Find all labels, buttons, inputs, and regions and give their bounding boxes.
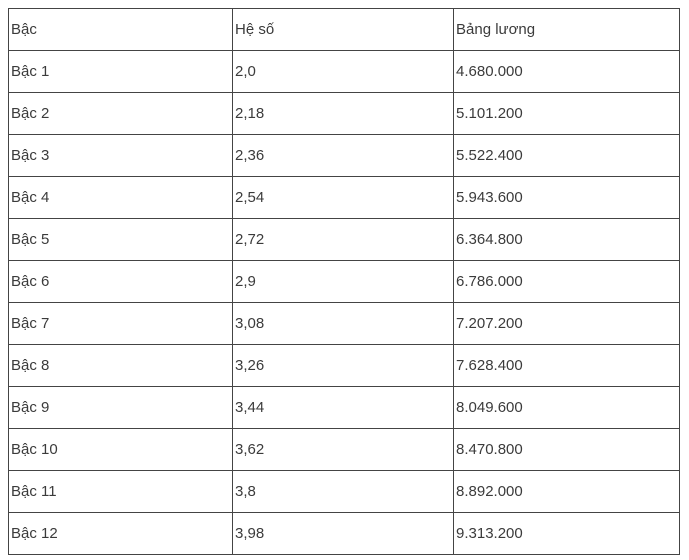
table-cell: Bậc 9 bbox=[9, 387, 233, 429]
header-row bbox=[9, 9, 680, 51]
table-cell: Bậc 4 bbox=[9, 177, 233, 219]
table-row bbox=[9, 135, 680, 177]
column-header-bang-luong: Bảng lương bbox=[454, 9, 680, 51]
table-cell: Bậc 1 bbox=[9, 51, 233, 93]
table-cell: Bậc 12 bbox=[9, 513, 233, 555]
table-row bbox=[9, 219, 680, 261]
table-cell: 2,18 bbox=[233, 93, 454, 135]
table-row bbox=[9, 387, 680, 429]
table-cell: 2,36 bbox=[233, 135, 454, 177]
table-row bbox=[9, 261, 680, 303]
table-cell: 3,44 bbox=[233, 387, 454, 429]
table-cell: 3,98 bbox=[233, 513, 454, 555]
table-cell: 3,62 bbox=[233, 429, 454, 471]
table-body bbox=[9, 51, 680, 555]
table-cell: 2,9 bbox=[233, 261, 454, 303]
table-cell: Bậc 3 bbox=[9, 135, 233, 177]
table-cell: 5.943.600 bbox=[454, 177, 680, 219]
table-cell: 2,0 bbox=[233, 51, 454, 93]
table-cell: 7.207.200 bbox=[454, 303, 680, 345]
table-cell: 2,54 bbox=[233, 177, 454, 219]
table-row bbox=[9, 429, 680, 471]
table-cell: 5.522.400 bbox=[454, 135, 680, 177]
table-cell: Bậc 2 bbox=[9, 93, 233, 135]
table-row bbox=[9, 177, 680, 219]
table-cell: 6.364.800 bbox=[454, 219, 680, 261]
table-cell: 8.049.600 bbox=[454, 387, 680, 429]
table-cell: 8.892.000 bbox=[454, 471, 680, 513]
table-cell: 2,72 bbox=[233, 219, 454, 261]
table-cell: 3,08 bbox=[233, 303, 454, 345]
table-row bbox=[9, 51, 680, 93]
table-cell: Bậc 7 bbox=[9, 303, 233, 345]
table-row bbox=[9, 93, 680, 135]
table-cell: 5.101.200 bbox=[454, 93, 680, 135]
table-cell: Bậc 8 bbox=[9, 345, 233, 387]
table-cell: Bậc 11 bbox=[9, 471, 233, 513]
table-cell: 7.628.400 bbox=[454, 345, 680, 387]
table-cell: 9.313.200 bbox=[454, 513, 680, 555]
salary-table bbox=[8, 8, 680, 555]
table-cell: 4.680.000 bbox=[454, 51, 680, 93]
table-cell: Bậc 5 bbox=[9, 219, 233, 261]
column-header-bac: Bậc bbox=[9, 9, 233, 51]
table-row bbox=[9, 471, 680, 513]
table-cell: 8.470.800 bbox=[454, 429, 680, 471]
table-cell: Bậc 10 bbox=[9, 429, 233, 471]
table-cell: 3,8 bbox=[233, 471, 454, 513]
table-row bbox=[9, 345, 680, 387]
column-header-he-so: Hệ số bbox=[233, 9, 454, 51]
table-cell: Bậc 6 bbox=[9, 261, 233, 303]
table-cell: 3,26 bbox=[233, 345, 454, 387]
table-cell: 6.786.000 bbox=[454, 261, 680, 303]
table-row bbox=[9, 513, 680, 555]
table-row bbox=[9, 303, 680, 345]
